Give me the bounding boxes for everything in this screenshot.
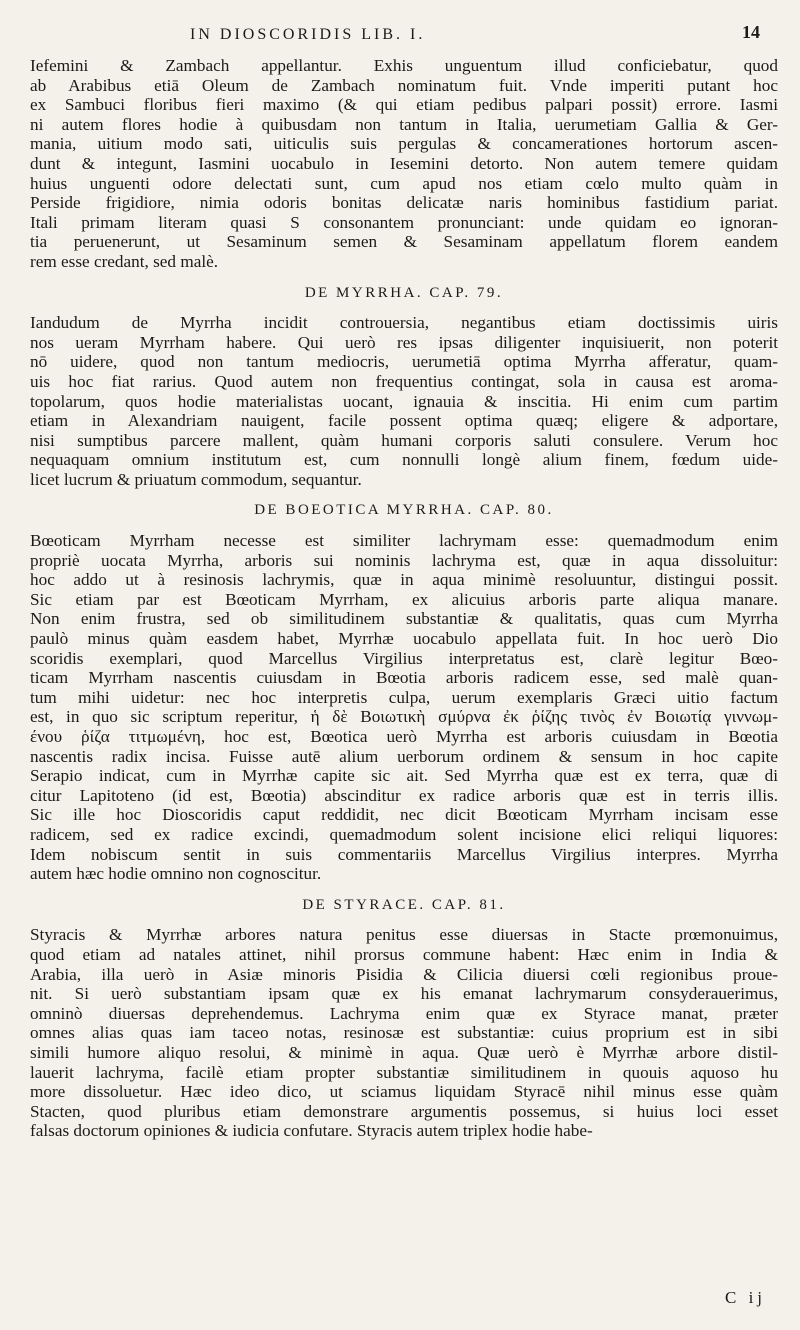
text-line: Bœoticam Myrrham necesse est similiter lachrymam esse: quemadmodum enim (30, 531, 778, 551)
text-line: more dissoluetur. Hæc ideo dico, ut sciamus liquidam Styracē nihil minus esse quàm (30, 1082, 778, 1102)
text-line: Sic ille hoc Dioscoridis caput reddidit, nec dicit Bœoticam Myrrham incisam esse (30, 805, 778, 825)
text-line: tum mihi uidetur: nec hoc interpretis culpa, uerum exemplaris Græci uitio factum (30, 687, 778, 707)
text-line: paulò minus quàm easdem habet, Myrrhæ uocabulo appellata fuit. In hoc uerò Dio (30, 629, 778, 649)
text-line: falsas doctorum opiniones & iudicia confutare. Styracis autem triplex hodie habe- (30, 1121, 593, 1141)
text-line: Arabia, illa uerò in Asiæ minoris Pisidia & Cilicia diuersi cœli regionibus proue- (30, 964, 778, 984)
text-line: lauerit lachryma, facilè etiam propter substantiæ similitudinem in quouis aquoso hu (30, 1062, 778, 1082)
chapter-heading: DE MYRRHA. CAP. 79. (304, 284, 504, 301)
text-line: Idem nobiscum sentit in suis commentariis Marcellus Virgilius interpres. Myrrha (30, 844, 778, 864)
text-line: Non enim frustra, sed ob similitudinem substantiæ & qualitatis, quas cum Myrrha (30, 609, 778, 629)
chapter-heading: DE BOEOTICA MYRRHA. CAP. 80. (254, 502, 554, 519)
text-line: Serapio indicat, cum in Myrrhæ capite sic ait. Sed Myrrha quæ est ex terra, quæ di (30, 766, 778, 786)
text-line: quod etiam ad natales attinet, nihil prorsus commune habent: Hæc enim in India & (30, 944, 778, 964)
text-line: citur Lapitoteno (id est, Bœotia) abscinditur ex radice arboris quæ est in terris illis. (30, 785, 778, 805)
text-line: nit. Si uerò substantiam ipsam quæ ex his emanat lachrymarum consyderauerimus, (30, 984, 778, 1004)
text-line: dunt & integunt, Iasmini uocabulo in Iesemini detorto. Non autem temere quidam (30, 153, 778, 173)
text-line: tia peruenerunt, ut Sesaminum semen & Sesaminam appellatum florem eandem (30, 232, 778, 252)
text-line: scoridis exemplari, quod Marcellus Virgilius interpretatus est, clarè legitur Bœo- (30, 648, 778, 668)
text-line: simili humore aliquo resolui, & minimè in aqua. Quæ uerò è Myrrhæ arbore distil- (30, 1042, 778, 1062)
text-line: nisi sumptibus parcere mallent, quàm humani corporis saluti consulere. Verum hoc (30, 430, 778, 450)
text-line: Styracis & Myrrhæ arbores natura penitus esse diuersas in Stacte prœmonuimus, (30, 925, 778, 945)
text-line: ab Arabibus etiā Oleum de Zambach nominatum fuit. Vnde imperiti putant hoc (30, 75, 778, 95)
text-line: Itali primam literam quasi S consonantem pronunciant: unde quidam eo ignoran- (30, 212, 778, 232)
signature-mark: C ij (725, 1288, 767, 1307)
text-line: mania, uitium modo sati, uiticulis suis pergulas & concamerationes hortorum ascen- (30, 134, 778, 154)
text-line: Sic etiam par est Bœoticam Myrrham, ex alicuius arboris parte aliqua manare. (30, 589, 778, 609)
text-line: radicem, sed ex radice excindi, quemadmodum solent incisione elici reliqui liquores: (30, 824, 778, 844)
text-line: omnes alias quas iam taceo notas, resinosæ est substantiæ: cuius proprium est in sibi (30, 1023, 778, 1043)
text-line: omninò diuersas deprehendemus. Lachryma enim quæ ex Styrace manat, præter (30, 1003, 778, 1023)
text-line: nō uidere, quod non tantum mediocris, uerumetiā optima Myrrha afferatur, quam- (30, 352, 778, 372)
text-line: ticam Myrrham nascentis cuiusdam in Bœotia arboris radicem esse, sed malè quan- (30, 668, 778, 688)
text-line: etiam in Alexandriam nauigent, facile possent optima quæq; eligere & adportare, (30, 411, 778, 431)
running-head-title: IN DIOSCORIDIS LIB. I. (190, 26, 426, 43)
text-line: Iandudum de Myrrha incidit controuersia, negantibus etiam doctissimis uiris (30, 313, 778, 333)
text-line: Perside frigidiore, nimia odoris bonitas delicatæ naris hominibus fastidium pariat. (30, 193, 778, 213)
text-line: hoc addo ut à resinosis lachrymis, quæ in aqua minimè resoluuntur, distingui possit. (30, 570, 778, 590)
text-line: est, in quo sic scriptum reperitur, ἡ δὲ Βοιωτικὴ σμύρνα ἐκ ῥίζης τινὸς ἐν Βοιωτίᾳ γιννωμ- (30, 707, 778, 727)
text-line: rem esse credant, sed malè. (30, 251, 219, 271)
text-line: nascentis radix incisa. Fuisse autē alium uerborum ordinem & sensum in hoc capite (30, 746, 778, 766)
text-line: nos ueram Myrrham habere. Qui uerò res ipsas diligenter inquisiuerit, non poterit (30, 332, 778, 352)
text-line: nequaquam omnium institutum est, cum nonnulli longè alium finem, fœdum uide- (30, 450, 778, 470)
chapter-heading: DE STYRACE. CAP. 81. (302, 896, 506, 913)
folio-number: 14 (742, 22, 760, 42)
text-line: topolarum, quos hodie materialistas uocant, ignauia & inscitia. Hi enim cum partim (30, 391, 778, 411)
running-head (0, 22, 800, 52)
body-text (30, 56, 778, 1141)
text-line: ni autem flores hodie à quibusdam non tantum in Italia, uerumetiam Gallia & Ger- (30, 114, 778, 134)
text-line: uis hoc fiat rarius. Quod autem non frequentius contingat, sola in causa est aroma- (30, 371, 778, 391)
text-line: propriè uocata Myrrha, arboris sui nominis lachryma est, quæ in aqua dissoluitur: (30, 550, 778, 570)
text-line: huius unguenti odore delectati sunt, cum apud nos etiam cœlo multo quàm in (30, 173, 778, 193)
text-line: licet lucrum & priuatum commodum, sequantur. (30, 469, 362, 489)
text-line: ένου ῥίζα τιτμωμένη, hoc est, Bœotica uerò Myrrha est arboris cuiusdam in Bœotia (30, 727, 778, 746)
text-line: autem hæc hodie omnino non cognoscitur. (30, 864, 322, 884)
text-line: Stacten, quod pluribus etiam demonstrare argumentis possemus, si huius loci esset (30, 1101, 778, 1121)
text-line: ex Sambuci floribus fieri maximo (& qui etiam pedibus palpari possit) errore. Iasmi (30, 95, 778, 115)
text-line: Iefemini & Zambach appellantur. Exhis unguentum illud conficiebatur, quod (30, 56, 778, 75)
